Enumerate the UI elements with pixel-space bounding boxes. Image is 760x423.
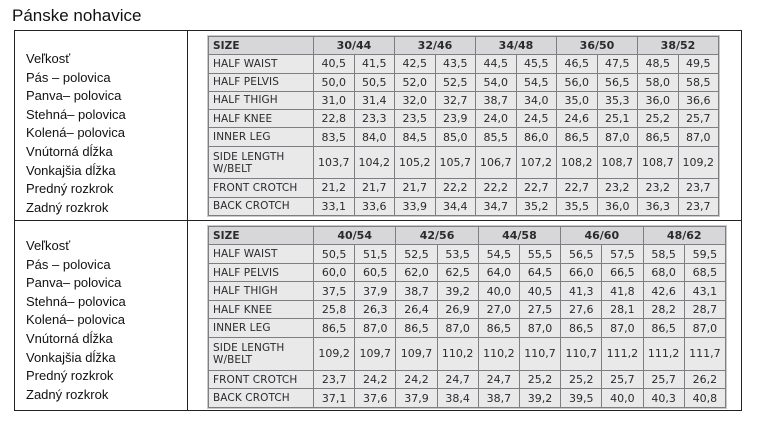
table-header-row	[209, 37, 719, 55]
row-label: HALF KNEE	[209, 300, 314, 318]
table-cell: 27,6	[561, 300, 602, 318]
size-column-header: 32/46	[395, 37, 476, 55]
table-cell: 52,5	[396, 245, 437, 263]
size-table	[208, 226, 726, 408]
table-cell: 40,5	[314, 55, 355, 73]
table-cell: 28,7	[684, 300, 725, 318]
table-cell: 23,7	[678, 179, 719, 197]
table-cell: 27,5	[519, 300, 560, 318]
table-cell: 50,5	[314, 245, 355, 263]
table-cell: 44,5	[476, 55, 517, 73]
table-cell: 36,3	[638, 197, 679, 215]
table-row	[209, 128, 719, 146]
table-cell: 35,0	[557, 91, 598, 109]
table-cell: 68,5	[684, 263, 725, 281]
table-cell: 48,5	[638, 55, 679, 73]
row-label: SIDE LENGTH W/BELT	[209, 146, 314, 179]
table-cell: 54,5	[516, 73, 557, 91]
size-chart-image-2	[207, 225, 727, 409]
label-half-knee: Kolená– polovica	[26, 312, 126, 328]
label-half-thigh: Stehná– polovica	[26, 293, 126, 309]
table-cell: 53,5	[437, 245, 478, 263]
column-divider	[187, 221, 188, 410]
table-row	[209, 300, 726, 318]
table-header-row	[209, 227, 726, 245]
table-cell: 22,2	[435, 179, 476, 197]
table-cell: 64,0	[478, 263, 519, 281]
table-cell: 24,0	[476, 110, 517, 128]
table-cell: 58,5	[643, 245, 684, 263]
table-cell: 86,5	[561, 319, 602, 337]
table-cell: 21,7	[395, 179, 436, 197]
table-cell: 86,0	[516, 128, 557, 146]
row-label: HALF KNEE	[209, 110, 314, 128]
table-cell: 33,9	[395, 197, 436, 215]
table-cell: 62,0	[396, 263, 437, 281]
table-row	[209, 370, 726, 388]
size-column-header: 36/50	[557, 37, 638, 55]
row-label: INNER LEG	[209, 128, 314, 146]
table-row	[209, 197, 719, 215]
table-cell: 50,0	[314, 73, 355, 91]
table-cell: 52,5	[435, 73, 476, 91]
table-cell: 104,2	[354, 146, 395, 179]
table-cell: 54,5	[478, 245, 519, 263]
table-cell: 37,1	[314, 389, 355, 408]
table-cell: 22,7	[557, 179, 598, 197]
table-cell: 34,4	[435, 197, 476, 215]
table-cell: 38,7	[478, 389, 519, 408]
label-size: Veľkosť	[26, 51, 71, 66]
table-cell: 39,5	[561, 389, 602, 408]
table-cell: 58,0	[638, 73, 679, 91]
table-cell: 33,6	[354, 197, 395, 215]
table-row	[209, 179, 719, 197]
table-cell: 87,0	[678, 128, 719, 146]
label-back-crotch: Zadný rozkrok	[26, 386, 109, 402]
size-column-header: 30/44	[314, 37, 395, 55]
table-cell: 43,5	[435, 55, 476, 73]
row-label: SIDE LENGTH W/BELT	[209, 337, 314, 370]
label-inner-leg: Vnútorná dĺžka	[26, 143, 113, 159]
table-cell: 84,0	[354, 128, 395, 146]
table-cell: 85,5	[476, 128, 517, 146]
table-cell: 111,2	[643, 337, 684, 370]
table-cell: 110,2	[437, 337, 478, 370]
table-cell: 108,7	[638, 146, 679, 179]
table-cell: 23,7	[678, 197, 719, 215]
table-cell: 108,2	[557, 146, 598, 179]
table-cell: 38,7	[396, 282, 437, 300]
table-cell: 41,8	[602, 282, 643, 300]
slovak-labels	[26, 221, 186, 404]
table-cell: 109,2	[314, 337, 355, 370]
table-cell: 43,1	[684, 282, 725, 300]
table-cell: 35,5	[557, 197, 598, 215]
table-row	[209, 91, 719, 109]
table-cell: 32,0	[395, 91, 436, 109]
table-cell: 45,5	[516, 55, 557, 73]
table-cell: 32,7	[435, 91, 476, 109]
table-cell: 28,1	[602, 300, 643, 318]
table-cell: 86,5	[478, 319, 519, 337]
table-cell: 46,5	[557, 55, 598, 73]
table-cell: 49,5	[678, 55, 719, 73]
table-cell: 110,2	[478, 337, 519, 370]
label-side-length: Vonkajšia dĺžka	[26, 349, 116, 365]
table-cell: 37,9	[355, 282, 396, 300]
table-cell: 23,5	[395, 110, 436, 128]
table-row	[209, 282, 726, 300]
row-label: HALF WAIST	[209, 55, 314, 73]
table-cell: 23,9	[435, 110, 476, 128]
label-side-length: Vonkajšia dĺžka	[26, 162, 116, 178]
table-row	[209, 337, 726, 370]
label-front-crotch: Predný rozkrok	[26, 181, 114, 197]
table-cell: 103,7	[314, 146, 355, 179]
table-cell: 55,5	[519, 245, 560, 263]
table-cell: 36,0	[597, 197, 638, 215]
table-cell: 25,1	[597, 110, 638, 128]
table-cell: 24,7	[478, 370, 519, 388]
table-cell: 47,5	[597, 55, 638, 73]
table-cell: 25,7	[678, 110, 719, 128]
table-row	[209, 245, 726, 263]
table-cell: 31,4	[354, 91, 395, 109]
table-cell: 111,2	[602, 337, 643, 370]
table-cell: 52,0	[395, 73, 436, 91]
table-cell: 21,7	[354, 179, 395, 197]
table-row	[209, 55, 719, 73]
table-cell: 108,7	[597, 146, 638, 179]
table-row	[209, 110, 719, 128]
table-cell: 22,2	[476, 179, 517, 197]
table-cell: 50,5	[354, 73, 395, 91]
label-half-pelvis: Panva– polovica	[26, 275, 122, 291]
table-cell: 86,5	[314, 319, 355, 337]
table-cell: 41,3	[561, 282, 602, 300]
table-cell: 25,7	[602, 370, 643, 388]
table-cell: 22,7	[516, 179, 557, 197]
table-cell: 60,0	[314, 263, 355, 281]
table-cell: 105,2	[395, 146, 436, 179]
row-label: BACK CROTCH	[209, 197, 314, 215]
table-cell: 28,2	[643, 300, 684, 318]
row-label: HALF THIGH	[209, 282, 314, 300]
table-cell: 84,5	[395, 128, 436, 146]
size-table	[208, 36, 719, 216]
table-cell: 109,7	[355, 337, 396, 370]
table-cell: 87,0	[519, 319, 560, 337]
size-header-label: SIZE	[209, 37, 314, 55]
table-cell: 42,6	[643, 282, 684, 300]
table-cell: 85,0	[435, 128, 476, 146]
label-half-thigh: Stehná– polovica	[26, 106, 126, 122]
row-label: HALF WAIST	[209, 245, 314, 263]
table-cell: 38,4	[437, 389, 478, 408]
size-column-header: 40/54	[314, 227, 396, 245]
table-cell: 36,0	[638, 91, 679, 109]
table-row	[209, 263, 726, 281]
table-cell: 57,5	[602, 245, 643, 263]
label-half-pelvis: Panva– polovica	[26, 88, 122, 104]
table-cell: 37,9	[396, 389, 437, 408]
table-cell: 23,2	[638, 179, 679, 197]
table-row	[209, 319, 726, 337]
size-column-header: 46/60	[561, 227, 643, 245]
table-cell: 66,5	[602, 263, 643, 281]
table-row	[209, 73, 719, 91]
table-cell: 23,7	[314, 370, 355, 388]
size-header-label: SIZE	[209, 227, 314, 245]
table-cell: 26,3	[355, 300, 396, 318]
table-cell: 40,8	[684, 389, 725, 408]
table-cell: 21,2	[314, 179, 355, 197]
label-back-crotch: Zadný rozkrok	[26, 199, 109, 215]
size-column-header: 42/56	[396, 227, 478, 245]
label-half-knee: Kolená– polovica	[26, 125, 126, 141]
table-cell: 86,5	[396, 319, 437, 337]
table-cell: 36,6	[678, 91, 719, 109]
row-label: FRONT CROTCH	[209, 179, 314, 197]
table-cell: 25,7	[643, 370, 684, 388]
table-cell: 54,0	[476, 73, 517, 91]
table-cell: 38,7	[476, 91, 517, 109]
table-cell: 83,5	[314, 128, 355, 146]
table-cell: 40,0	[602, 389, 643, 408]
table-cell: 56,0	[557, 73, 598, 91]
table-cell: 64,5	[519, 263, 560, 281]
table-cell: 35,3	[597, 91, 638, 109]
table-cell: 87,0	[684, 319, 725, 337]
table-cell: 87,0	[437, 319, 478, 337]
table-cell: 26,9	[437, 300, 478, 318]
table-cell: 109,2	[678, 146, 719, 179]
table-cell: 40,0	[478, 282, 519, 300]
table-cell: 40,5	[519, 282, 560, 300]
table-cell: 87,0	[355, 319, 396, 337]
label-size: Veľkosť	[26, 238, 71, 253]
table-cell: 25,2	[561, 370, 602, 388]
table-cell: 35,2	[516, 197, 557, 215]
table-cell: 111,7	[684, 337, 725, 370]
size-chart-image-1	[207, 35, 720, 217]
table-cell: 87,0	[597, 128, 638, 146]
table-cell: 110,7	[561, 337, 602, 370]
slovak-labels	[26, 31, 186, 217]
table-cell: 24,2	[396, 370, 437, 388]
table-cell: 37,6	[355, 389, 396, 408]
table-cell: 39,2	[519, 389, 560, 408]
table-cell: 39,2	[437, 282, 478, 300]
table-cell: 34,0	[516, 91, 557, 109]
table-cell: 41,5	[354, 55, 395, 73]
row-label: INNER LEG	[209, 319, 314, 337]
table-cell: 66,0	[561, 263, 602, 281]
table-cell: 62,5	[437, 263, 478, 281]
table-row	[209, 146, 719, 179]
table-cell: 68,0	[643, 263, 684, 281]
table-cell: 23,2	[597, 179, 638, 197]
table-cell: 25,2	[519, 370, 560, 388]
table-cell: 105,7	[435, 146, 476, 179]
table-cell: 26,2	[684, 370, 725, 388]
table-cell: 40,3	[643, 389, 684, 408]
row-label: HALF PELVIS	[209, 73, 314, 91]
table-cell: 86,5	[638, 128, 679, 146]
table-cell: 24,6	[557, 110, 598, 128]
size-column-header: 48/62	[643, 227, 726, 245]
row-label: HALF PELVIS	[209, 263, 314, 281]
table-cell: 51,5	[355, 245, 396, 263]
table-cell: 31,0	[314, 91, 355, 109]
table-cell: 24,2	[355, 370, 396, 388]
row-label: BACK CROTCH	[209, 389, 314, 408]
row-label: HALF THIGH	[209, 91, 314, 109]
table-cell: 86,5	[557, 128, 598, 146]
size-column-header: 44/58	[478, 227, 560, 245]
table-cell: 22,8	[314, 110, 355, 128]
table-cell: 59,5	[684, 245, 725, 263]
table-cell: 87,0	[602, 319, 643, 337]
table-cell: 26,4	[396, 300, 437, 318]
table-cell: 109,7	[396, 337, 437, 370]
table-cell: 25,8	[314, 300, 355, 318]
table-cell: 33,1	[314, 197, 355, 215]
label-half-waist: Pás – polovica	[26, 256, 111, 272]
column-divider	[187, 31, 188, 220]
label-inner-leg: Vnútorná dĺžka	[26, 330, 113, 346]
table-cell: 60,5	[355, 263, 396, 281]
table-cell: 86,5	[643, 319, 684, 337]
table-cell: 27,0	[478, 300, 519, 318]
table-cell: 56,5	[561, 245, 602, 263]
row-label: FRONT CROTCH	[209, 370, 314, 388]
table-cell: 24,7	[437, 370, 478, 388]
table-cell: 25,2	[638, 110, 679, 128]
table-cell: 110,7	[519, 337, 560, 370]
label-front-crotch: Predný rozkrok	[26, 368, 114, 384]
table-cell: 34,7	[476, 197, 517, 215]
table-cell: 107,2	[516, 146, 557, 179]
table-cell: 106,7	[476, 146, 517, 179]
size-column-header: 34/48	[476, 37, 557, 55]
label-half-waist: Pás – polovica	[26, 69, 111, 85]
table-cell: 23,3	[354, 110, 395, 128]
table-cell: 42,5	[395, 55, 436, 73]
size-column-header: 38/52	[638, 37, 719, 55]
table-cell: 56,5	[597, 73, 638, 91]
table-row	[209, 389, 726, 408]
table-cell: 37,5	[314, 282, 355, 300]
table-cell: 58,5	[678, 73, 719, 91]
page-title: Pánske nohavice	[12, 6, 142, 25]
table-cell: 24,5	[516, 110, 557, 128]
